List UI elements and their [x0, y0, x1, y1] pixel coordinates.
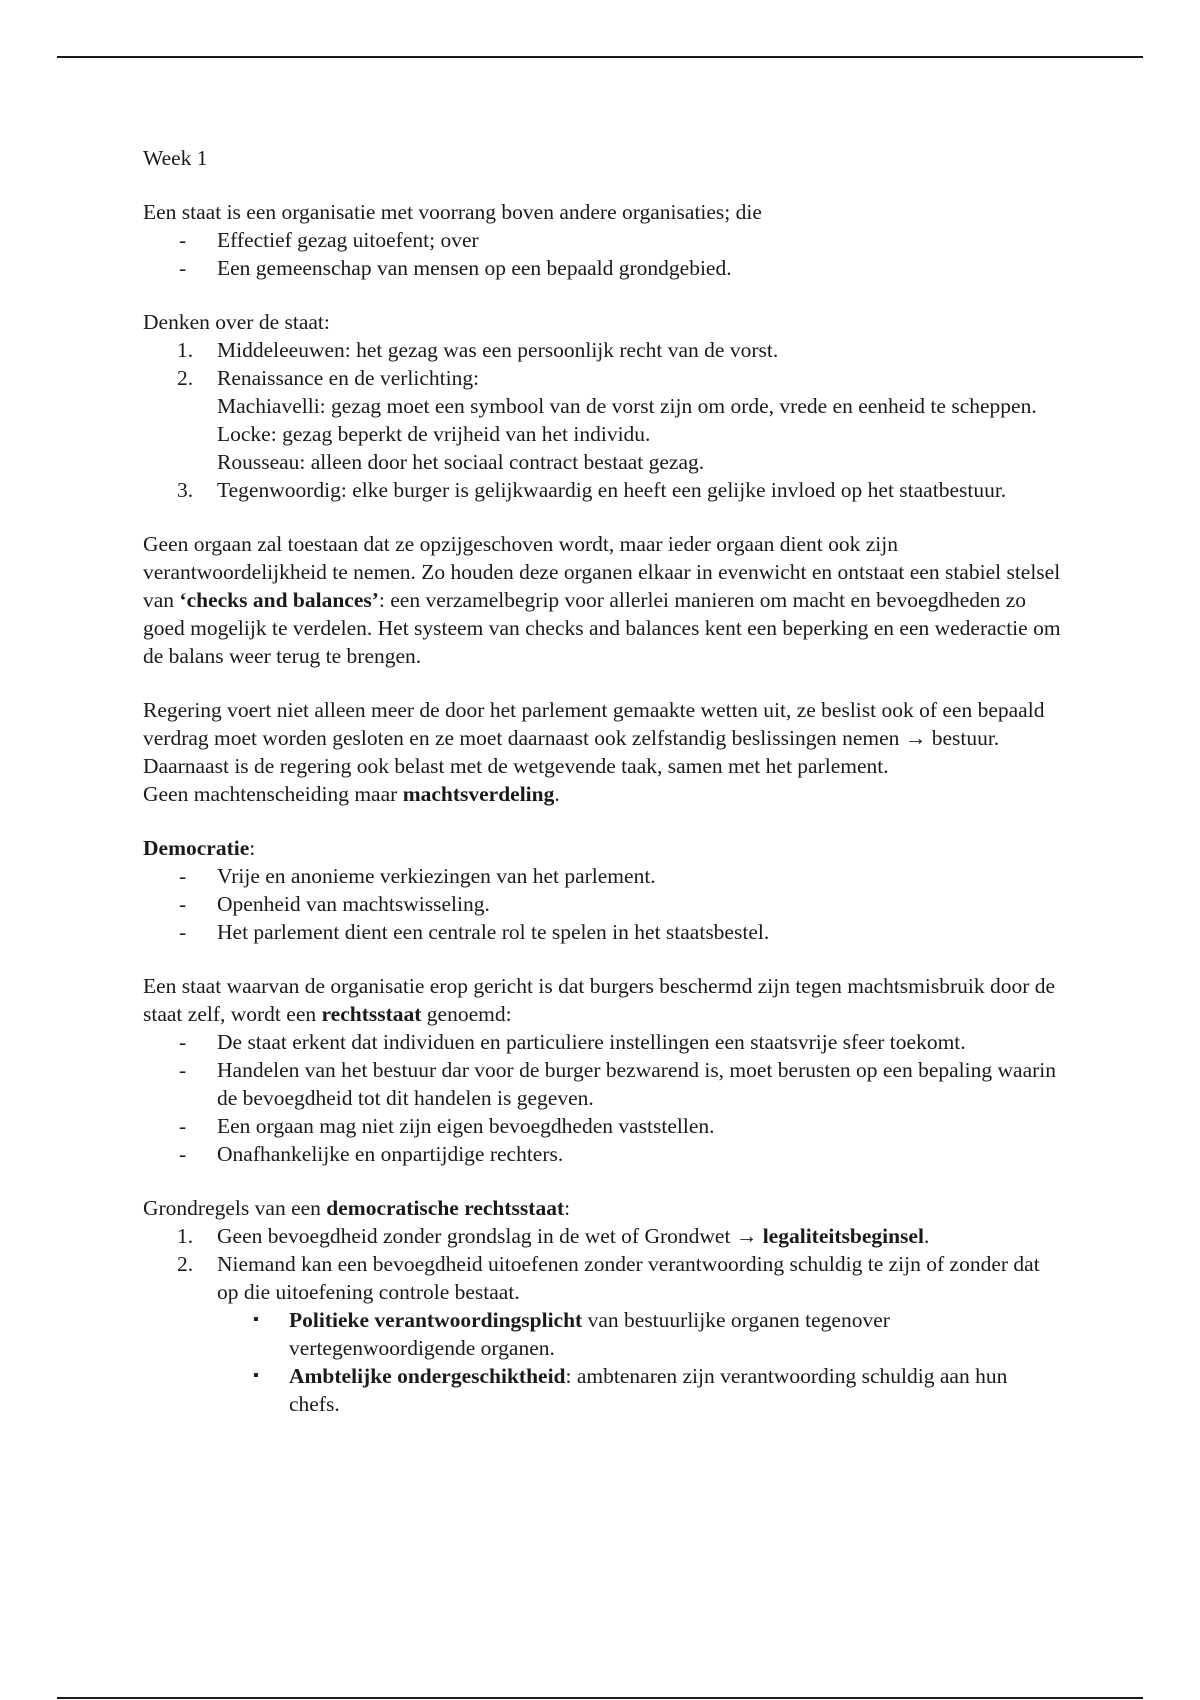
- dash-marker: -: [179, 920, 187, 944]
- list-item: - Vrije en anonieme verkiezingen van het parlement.: [179, 864, 656, 888]
- dash-marker: -: [179, 892, 187, 916]
- document-body: [143, 144, 1063, 1418]
- list-item: 2. Renaissance en de verlichting: Machiavelli: gezag moet een symbool van de vorst zijn om orde, vrede en eenheid te scheppen. Locke: gezag beperkt de vrijheid van het individu. Rousseau: alleen door het sociaal contract bestaat gezag.: [177, 366, 1037, 474]
- dash-marker: -: [179, 1058, 187, 1082]
- rule-of-law-paragraph: Een staat waarvan de organisatie erop gericht is dat burgers beschermd zijn tegen machtsmisbruik door de staat zelf, wordt een rechtsstaat genoemd:: [143, 974, 1056, 1026]
- democracy-heading: Democratie:: [143, 836, 256, 860]
- state-definition: Een staat is een organisatie met voorrang boven andere organisaties; die: [143, 200, 762, 224]
- sub-list-item: ▪ Politieke verantwoordingsplicht van bestuurlijke organen tegenover vertegenwoordigende organen.: [253, 1308, 890, 1360]
- dash-marker: -: [179, 256, 187, 280]
- list-item: - Openheid van machtswisseling.: [179, 892, 490, 916]
- dash-marker: -: [179, 1142, 187, 1166]
- list-item: - De staat erkent dat individuen en particuliere instellingen een staatsvrije sfeer toekomt.: [179, 1030, 966, 1054]
- list-item: 1. Geen bevoegdheid zonder grondslag in de wet of Grondwet → legaliteitsbeginsel.: [177, 1224, 930, 1248]
- list-item: - Handelen van het bestuur dar voor de burger bezwarend is, moet berusten op een bepaling waarin de bevoegdheid tot dit handelen is gegeven.: [179, 1058, 1056, 1110]
- list-item: 2. Niemand kan een bevoegdheid uitoefenen zonder verantwoording schuldig te zijn of zonder dat op die uitoefening controle bestaat.: [177, 1252, 1040, 1304]
- thinking-heading: Denken over de staat:: [143, 310, 330, 334]
- list-item: - Effectief gezag uitoefent; over: [179, 228, 479, 252]
- dash-marker: -: [179, 1030, 187, 1054]
- list-item: - Een orgaan mag niet zijn eigen bevoegdheden vaststellen.: [179, 1114, 715, 1138]
- square-bullet-icon: ▪: [253, 1367, 259, 1384]
- list-item: - Een gemeenschap van mensen op een bepaald grondgebied.: [179, 256, 732, 280]
- sub-list-item: ▪ Ambtelijke ondergeschiktheid: ambtenaren zijn verantwoording schuldig aan hun chefs.: [253, 1364, 1008, 1416]
- arrow-icon: →: [904, 726, 927, 750]
- list-item: - Onafhankelijke en onpartijdige rechters.: [179, 1142, 564, 1166]
- government-line-3: Geen machtenscheiding maar machtsverdeling.: [143, 782, 560, 806]
- list-item: 3. Tegenwoordig: elke burger is gelijkwaardig en heeft een gelijke invloed op het staatbestuur.: [177, 478, 1007, 502]
- dash-marker: -: [179, 864, 187, 888]
- page-title: Week 1: [143, 146, 208, 170]
- dash-marker: -: [179, 1114, 187, 1138]
- government-line-2: Daarnaast is de regering ook belast met de wetgevende taak, samen met het parlement.: [143, 754, 889, 778]
- list-item: - Het parlement dient een centrale rol te spelen in het staatsbestel.: [179, 920, 770, 944]
- dash-marker: -: [179, 228, 187, 252]
- checks-paragraph: Geen orgaan zal toestaan dat ze opzijgeschoven wordt, maar ieder orgaan dient ook zijn verantwoordelijkheid te nemen. Zo houden deze organen elkaar in evenwicht en ontstaat een stabiel stelsel van ‘checks and balances’: een verzamelbegrip voor allerlei manieren om macht en bevoegdheden zo goed mogelijk te verdelen. Het systeem van checks and balances kent een beperking en een wederactie om de balans weer terug te brengen.: [143, 532, 1061, 668]
- square-bullet-icon: ▪: [253, 1311, 259, 1328]
- top-rule: [57, 56, 1143, 58]
- list-item: 1. Middeleeuwen: het gezag was een persoonlijk recht van de vorst.: [177, 338, 779, 362]
- government-paragraph: Regering voert niet alleen meer de door het parlement gemaakte wetten uit, ze beslist ook of een bepaald verdrag moet worden gesloten en ze moet daarnaast ook zelfstandig beslissingen nemen → bestuur.: [143, 698, 1045, 750]
- bottom-rule: [57, 1697, 1143, 1699]
- arrow-icon: →: [735, 1224, 758, 1248]
- principles-heading: Grondregels van een democratische rechtsstaat:: [143, 1196, 571, 1220]
